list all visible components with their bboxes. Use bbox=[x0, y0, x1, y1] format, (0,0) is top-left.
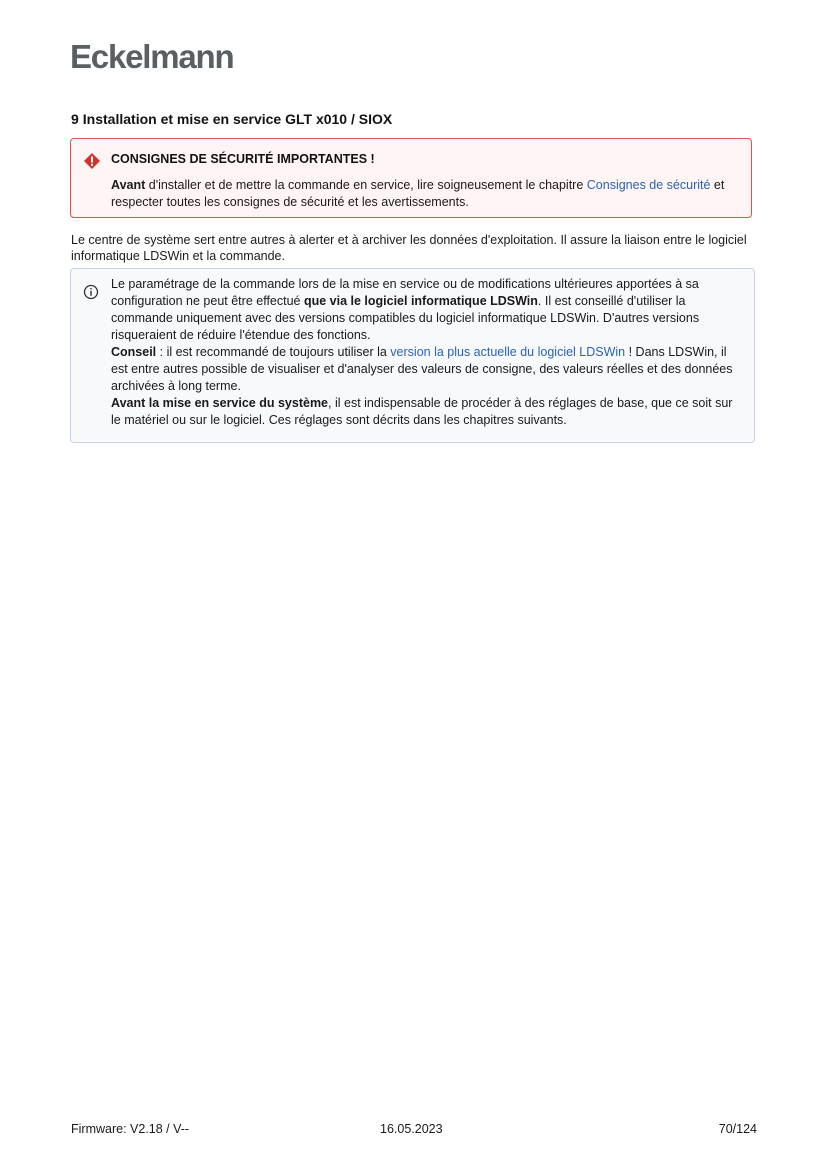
info-note-box bbox=[70, 268, 755, 443]
warning-diamond-icon bbox=[83, 152, 101, 170]
section-number: 9 bbox=[71, 111, 79, 127]
info-paragraph-3 bbox=[111, 395, 741, 429]
ldswin-version-link[interactable]: version la plus actuelle du logiciel LDSWin bbox=[390, 345, 626, 359]
warning-text-part: et respecter toutes les consignes de sécurité et les avertissements. bbox=[111, 178, 725, 209]
info-text-part: ! Dans LDSWin, il est entre autres possible de visualiser et d'analyser des valeurs de consigne, des valeurs réelles et des données archivées à long terme. bbox=[111, 345, 733, 393]
info-paragraph-2 bbox=[111, 344, 741, 395]
safety-link[interactable]: Consignes de sécurité bbox=[586, 178, 711, 192]
info-text-part: Le paramétrage de la commande lors de la mise en service ou de modifications ultérieures apportées à sa configuration ne peut être effectué bbox=[111, 277, 699, 308]
info-text bbox=[111, 276, 741, 429]
footer-page-number: 70/124 bbox=[718, 1122, 757, 1136]
company-logo: Eckelmann bbox=[70, 38, 234, 75]
intro-paragraph: Le centre de système sert entre autres à alerter et à archiver les données d'exploitation. Il assure la liaison entre le logiciel informatique LDSWin et la commande. bbox=[71, 233, 747, 263]
info-text-part: . Il est conseillé d'utiliser la commande uniquement avec des versions compatibles du logiciel informatique LDSWin. D'autres versions risqueraient de réduire l'étendue des fonctions. bbox=[111, 294, 700, 342]
warning-text-part: d'installer et de mettre la commande en service, lire soigneusement le chapitre bbox=[145, 178, 587, 192]
info-bold: Conseil bbox=[111, 345, 157, 359]
warning-title: CONSIGNES DE SÉCURITÉ IMPORTANTES ! bbox=[111, 152, 375, 166]
safety-warning-box bbox=[70, 138, 752, 218]
info-bold: Avant la mise en service du système bbox=[111, 396, 329, 410]
warning-text bbox=[111, 177, 736, 211]
info-text-part: : il est recommandé de toujours utiliser la bbox=[156, 345, 391, 359]
info-bold: que via le logiciel informatique LDSWin bbox=[303, 294, 538, 308]
footer-firmware: Firmware: V2.18 / V-- bbox=[71, 1122, 190, 1136]
section-heading bbox=[71, 111, 392, 127]
info-circle-icon bbox=[83, 284, 99, 300]
footer-date: 16.05.2023 bbox=[380, 1122, 443, 1136]
section-title: Installation et mise en service GLT x010 / SIOX bbox=[82, 111, 393, 127]
info-paragraph-1 bbox=[111, 276, 741, 344]
warning-bold: Avant bbox=[111, 178, 146, 192]
info-text-part: , il est indispensable de procéder à des réglages de base, que ce soit sur le matériel ou sur le logiciel. Ces réglages sont décrits dans les chapitres suivants. bbox=[111, 396, 733, 427]
